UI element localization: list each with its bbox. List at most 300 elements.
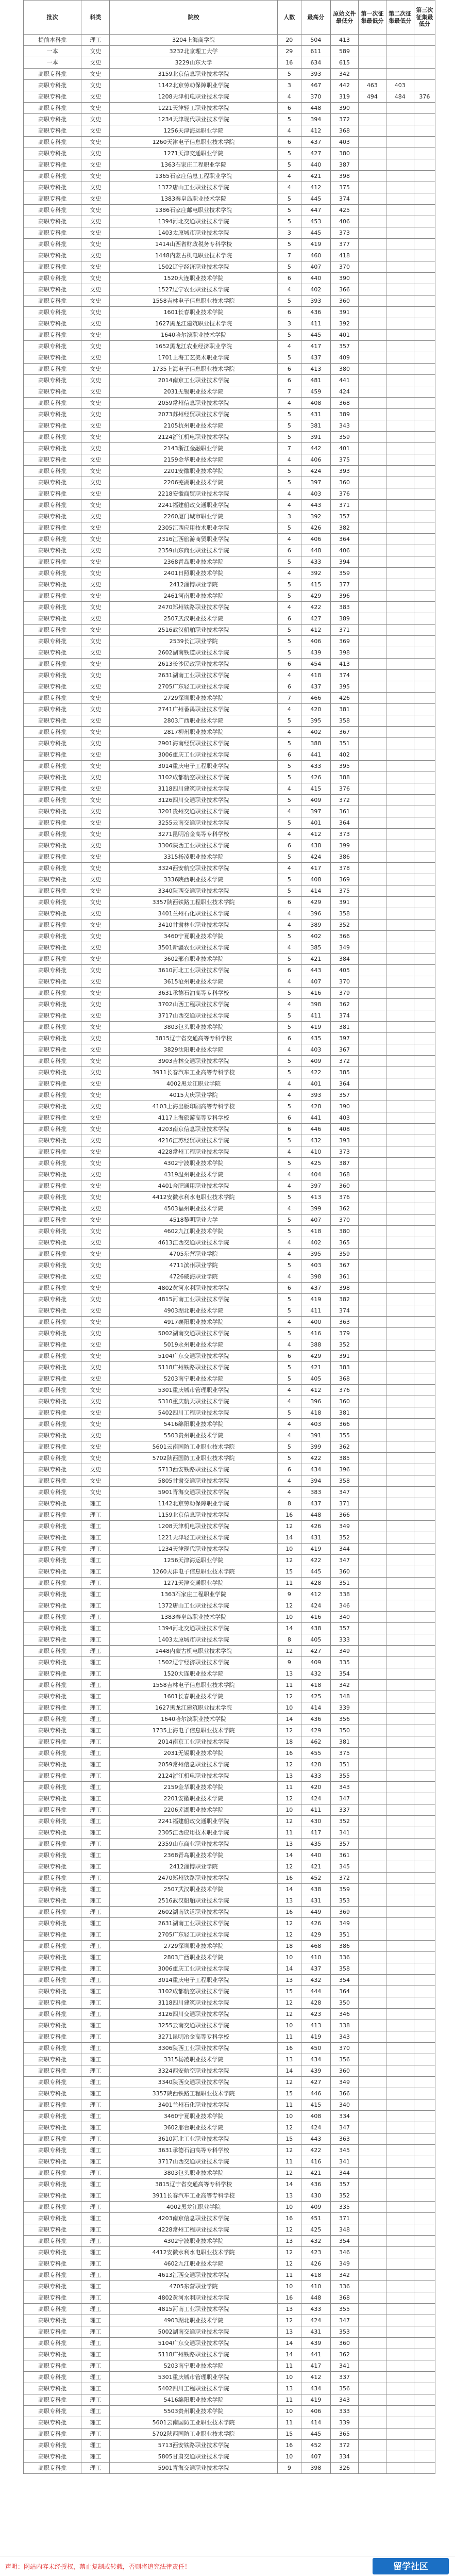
- cell-min-score-call-2: [386, 1680, 414, 1691]
- header-row: [24, 1, 435, 35]
- cell-subject: 文史: [81, 1396, 110, 1407]
- cell-batch: 高职专科批: [24, 738, 81, 749]
- cell-min-score-call-2: [386, 999, 414, 1010]
- cell-batch: 高职专科批: [24, 443, 81, 454]
- cell-min-score-original: 392: [331, 318, 359, 330]
- cell-min-score-call-2: [386, 216, 414, 227]
- cell-max-score: 437: [301, 1498, 330, 1509]
- cell-min-score-call-1: [358, 1271, 386, 1283]
- cell-max-score: 443: [301, 965, 330, 976]
- cell-min-score-call-3: [414, 375, 435, 386]
- cell-max-score: 448: [301, 1509, 330, 1521]
- cell-batch: 高职专科批: [24, 103, 81, 114]
- cell-max-score: 396: [301, 1396, 330, 1407]
- cell-min-score-original: 367: [331, 1260, 359, 1271]
- table-row: [24, 1135, 435, 1146]
- cell-min-score-original: 335: [331, 2202, 359, 2213]
- table-row: [24, 1078, 435, 1090]
- cell-batch: 高职专科批: [24, 1714, 81, 1725]
- cell-min-score-call-1: [358, 227, 386, 239]
- cell-max-score: 444: [301, 1986, 330, 1997]
- cell-batch: 高职专科批: [24, 1963, 81, 1975]
- cell-subject: 文史: [81, 1090, 110, 1101]
- cell-count: 5: [277, 409, 301, 420]
- cell-min-score-call-2: [386, 534, 414, 545]
- cell-max-score: 406: [301, 534, 330, 545]
- cell-min-score-call-1: [358, 1067, 386, 1078]
- cell-school: 3610河北工业职业技术学院: [110, 2134, 278, 2145]
- cell-min-score-call-1: [358, 2111, 386, 2122]
- cell-min-score-original: 337: [331, 2372, 359, 2383]
- cell-batch: 高职专科批: [24, 352, 81, 364]
- cell-min-score-original: 372: [331, 2440, 359, 2451]
- cell-school: 2470郑州铁路职业技术学院: [110, 602, 278, 613]
- cell-min-score-call-3: [414, 1498, 435, 1509]
- cell-min-score-call-3: [414, 670, 435, 681]
- cell-max-score: 426: [301, 2258, 330, 2270]
- cell-max-score: 425: [301, 2224, 330, 2236]
- cell-school: 5301重庆城市管理职业学院: [110, 2372, 278, 2383]
- table-row: [24, 1044, 435, 1056]
- cell-min-score-call-1: [358, 1657, 386, 1668]
- cell-max-score: 422: [301, 1555, 330, 1566]
- cell-min-score-call-2: [386, 1033, 414, 1044]
- cell-min-score-call-1: [358, 1509, 386, 1521]
- cell-max-score: 398: [301, 999, 330, 1010]
- cell-subject: 理工: [81, 2247, 110, 2258]
- cell-count: 10: [277, 2202, 301, 2213]
- table-row: [24, 171, 435, 182]
- cell-batch: 高职专科批: [24, 227, 81, 239]
- cell-min-score-original: 426: [331, 693, 359, 704]
- cell-subject: 理工: [81, 2349, 110, 2360]
- cell-batch: 高职专科批: [24, 2270, 81, 2281]
- cell-min-score-original: 396: [331, 590, 359, 602]
- cell-min-score-call-3: [414, 2111, 435, 2122]
- cell-min-score-original: 405: [331, 965, 359, 976]
- cell-min-score-call-3: [414, 1033, 435, 1044]
- cell-min-score-original: 341: [331, 1827, 359, 1839]
- table-row: [24, 795, 435, 806]
- cell-batch: 高职专科批: [24, 2360, 81, 2372]
- cell-min-score-original: 336: [331, 2281, 359, 2292]
- table-row: [24, 1317, 435, 1328]
- table-row: [24, 216, 435, 227]
- cell-min-score-call-2: [386, 2054, 414, 2065]
- cell-min-score-call-3: [414, 851, 435, 863]
- cell-school: 5416绵阳职业技术学院: [110, 1419, 278, 1430]
- cell-subject: 文史: [81, 500, 110, 511]
- cell-min-score-original: 351: [331, 1929, 359, 1941]
- cell-batch: 高职专科批: [24, 942, 81, 954]
- cell-count: 4: [277, 783, 301, 795]
- cell-school: 2031无锡职业技术学院: [110, 1748, 278, 1759]
- cell-school: 4203南京信息职业技术学院: [110, 2213, 278, 2224]
- cell-min-score-call-2: [386, 908, 414, 920]
- cell-max-score: 446: [301, 1124, 330, 1135]
- cell-min-score-original: 381: [331, 1736, 359, 1748]
- cell-min-score-call-3: [414, 2213, 435, 2224]
- cell-min-score-call-1: [358, 46, 386, 57]
- cell-subject: 文史: [81, 91, 110, 103]
- cell-count: 6: [277, 1464, 301, 1475]
- cell-subject: 理工: [81, 1509, 110, 1521]
- cell-min-score-call-1: [358, 1884, 386, 1895]
- cell-count: 6: [277, 840, 301, 851]
- cell-min-score-call-3: [414, 488, 435, 500]
- cell-max-score: 481: [301, 375, 330, 386]
- cell-max-score: 426: [301, 1521, 330, 1532]
- cell-subject: 文史: [81, 817, 110, 829]
- cell-batch: 高职专科批: [24, 1249, 81, 1260]
- cell-min-score-call-3: [414, 1736, 435, 1748]
- cell-subject: 理工: [81, 1555, 110, 1566]
- table-row: [24, 420, 435, 432]
- table-row: [24, 2054, 435, 2065]
- table-row: [24, 1509, 435, 1521]
- cell-batch: 高职专科批: [24, 432, 81, 443]
- cell-subject: 理工: [81, 2270, 110, 2281]
- cell-max-score: 412: [301, 182, 330, 193]
- cell-count: 12: [277, 1600, 301, 1612]
- table-row: [24, 125, 435, 137]
- cell-subject: 文史: [81, 1226, 110, 1237]
- cell-school: 1403太原城市职业技术学院: [110, 227, 278, 239]
- cell-max-score: 406: [301, 2406, 330, 2417]
- cell-max-score: 449: [301, 1907, 330, 1918]
- table-row: [24, 1215, 435, 1226]
- table-row: [24, 1475, 435, 1487]
- cell-min-score-original: 389: [331, 409, 359, 420]
- cell-max-score: 417: [301, 341, 330, 352]
- cell-count: 5: [277, 432, 301, 443]
- cell-batch: 高职专科批: [24, 1407, 81, 1419]
- cell-min-score-original: 343: [331, 2031, 359, 2043]
- cell-min-score-call-1: [358, 1941, 386, 1952]
- cell-subject: 文史: [81, 1192, 110, 1203]
- table-row: [24, 2077, 435, 2088]
- table-row: [24, 103, 435, 114]
- table-row: [24, 1441, 435, 1453]
- table-row: [24, 2463, 435, 2474]
- cell-min-score-original: 399: [331, 840, 359, 851]
- cell-min-score-original: 424: [331, 386, 359, 398]
- cell-min-score-call-1: [358, 1373, 386, 1385]
- cell-min-score-original: 364: [331, 1986, 359, 1997]
- table-row: [24, 443, 435, 454]
- cell-subject: 理工: [81, 1918, 110, 1929]
- cell-school: 4602九江职业技术学院: [110, 1226, 278, 1237]
- cell-min-score-original: 343: [331, 2394, 359, 2406]
- cell-subject: 文史: [81, 159, 110, 171]
- cell-school: 5713西安铁路职业技术学院: [110, 2440, 278, 2451]
- cell-min-score-call-3: [414, 1623, 435, 1634]
- table-row: [24, 1702, 435, 1714]
- cell-max-score: 417: [301, 1827, 330, 1839]
- cell-max-score: 452: [301, 2440, 330, 2451]
- cell-min-score-call-1: [358, 125, 386, 137]
- cell-batch: 高职专科批: [24, 772, 81, 783]
- cell-batch: 高职专科批: [24, 1294, 81, 1305]
- cell-max-score: 403: [301, 1260, 330, 1271]
- cell-subject: 理工: [81, 2281, 110, 2292]
- cell-min-score-original: 357: [331, 341, 359, 352]
- cell-max-score: 426: [301, 1918, 330, 1929]
- cell-subject: 文史: [81, 205, 110, 216]
- cell-subject: 文史: [81, 114, 110, 125]
- cell-max-score: 436: [301, 1714, 330, 1725]
- cell-min-score-call-2: [386, 1929, 414, 1941]
- cell-batch: 高职专科批: [24, 2372, 81, 2383]
- cell-batch: 高职专科批: [24, 1487, 81, 1498]
- cell-min-score-call-1: [358, 2099, 386, 2111]
- cell-min-score-call-1: [358, 522, 386, 534]
- cell-subject: 文史: [81, 454, 110, 466]
- cell-min-score-call-1: [358, 2065, 386, 2077]
- cell-school: 5203南宁职业技术学院: [110, 1373, 278, 1385]
- cell-min-score-call-1: [358, 182, 386, 193]
- cell-subject: 文史: [81, 1351, 110, 1362]
- cell-min-score-call-3: [414, 1555, 435, 1566]
- cell-max-score: 431: [301, 1895, 330, 1907]
- cell-min-score-call-2: [386, 1067, 414, 1078]
- cell-min-score-call-1: [358, 1770, 386, 1782]
- cell-subject: 文史: [81, 171, 110, 182]
- cell-school: 4216江苏经贸职业技术学院: [110, 1135, 278, 1146]
- cell-max-score: 432: [301, 2236, 330, 2247]
- cell-min-score-call-1: [358, 1907, 386, 1918]
- table-row: [24, 942, 435, 954]
- cell-max-score: 398: [301, 1271, 330, 1283]
- cell-subject: 理工: [81, 1941, 110, 1952]
- cell-batch: 高职专科批: [24, 420, 81, 432]
- cell-subject: 文史: [81, 590, 110, 602]
- cell-min-score-original: 348: [331, 1691, 359, 1702]
- cell-max-score: 419: [301, 239, 330, 250]
- cell-min-score-call-1: [358, 250, 386, 261]
- cell-count: 4: [277, 602, 301, 613]
- cell-max-score: 440: [301, 1850, 330, 1861]
- cell-min-score-original: 397: [331, 1033, 359, 1044]
- cell-count: 16: [277, 57, 301, 69]
- cell-count: 3: [277, 227, 301, 239]
- cell-max-score: 434: [301, 1464, 330, 1475]
- cell-count: 5: [277, 261, 301, 273]
- cell-min-score-call-2: [386, 1782, 414, 1793]
- cell-min-score-call-2: [386, 2111, 414, 2122]
- cell-min-score-original: 361: [331, 1850, 359, 1861]
- cell-count: 5: [277, 466, 301, 477]
- cell-min-score-call-3: [414, 1078, 435, 1090]
- cell-min-score-call-1: [358, 670, 386, 681]
- cell-max-score: 402: [301, 931, 330, 942]
- cell-batch: 高职专科批: [24, 1192, 81, 1203]
- cell-min-score-original: 389: [331, 613, 359, 625]
- cell-min-score-call-1: [358, 1215, 386, 1226]
- cell-subject: 理工: [81, 2054, 110, 2065]
- cell-max-score: 455: [301, 1748, 330, 1759]
- cell-max-score: 405: [301, 1373, 330, 1385]
- cell-min-score-call-1: [358, 1237, 386, 1249]
- cell-batch: 高职专科批: [24, 1362, 81, 1373]
- cell-min-score-original: 395: [331, 761, 359, 772]
- cell-min-score-call-1: [358, 636, 386, 647]
- cell-batch: 高职专科批: [24, 795, 81, 806]
- table-row: [24, 250, 435, 261]
- cell-subject: 文史: [81, 488, 110, 500]
- cell-min-score-call-2: [386, 2440, 414, 2451]
- cell-min-score-call-3: [414, 2451, 435, 2463]
- cell-batch: 一本: [24, 57, 81, 69]
- cell-min-score-original: 373: [331, 1146, 359, 1158]
- cell-min-score-original: 388: [331, 772, 359, 783]
- cell-min-score-call-2: [386, 1294, 414, 1305]
- cell-min-score-call-2: [386, 1873, 414, 1884]
- cell-min-score-call-3: [414, 364, 435, 375]
- cell-subject: 文史: [81, 1237, 110, 1249]
- cell-min-score-original: 380: [331, 364, 359, 375]
- cell-min-score-call-1: [358, 1192, 386, 1203]
- cell-min-score-call-2: [386, 806, 414, 817]
- cell-subject: 文史: [81, 69, 110, 80]
- cell-school: 1159北京信息职业技术学院: [110, 1509, 278, 1521]
- cell-batch: 高职专科批: [24, 148, 81, 159]
- cell-max-score: 433: [301, 2304, 330, 2315]
- cell-batch: 高职专科批: [24, 556, 81, 568]
- cell-min-score-call-1: [358, 1600, 386, 1612]
- cell-count: 6: [277, 965, 301, 976]
- cell-count: 4: [277, 1249, 301, 1260]
- cell-batch: 高职专科批: [24, 2031, 81, 2043]
- cell-subject: 文史: [81, 1294, 110, 1305]
- cell-min-score-call-1: [358, 2122, 386, 2134]
- cell-count: 16: [277, 1873, 301, 1884]
- cell-count: 5: [277, 522, 301, 534]
- cell-batch: 高职专科批: [24, 2451, 81, 2463]
- cell-max-score: 383: [301, 1487, 330, 1498]
- cell-count: 20: [277, 35, 301, 46]
- cell-min-score-call-2: [386, 1770, 414, 1782]
- cell-count: 14: [277, 1963, 301, 1975]
- cell-min-score-original: 406: [331, 545, 359, 556]
- cell-min-score-call-2: [386, 1441, 414, 1453]
- cell-min-score-original: 358: [331, 1475, 359, 1487]
- cell-min-score-original: 390: [331, 1101, 359, 1112]
- cell-subject: 文史: [81, 727, 110, 738]
- cell-batch: 高职专科批: [24, 2326, 81, 2338]
- cell-min-score-call-3: [414, 1589, 435, 1600]
- cell-batch: 高职专科批: [24, 2043, 81, 2054]
- cell-max-score: 418: [301, 2270, 330, 2281]
- cell-min-score-call-1: [358, 738, 386, 749]
- cell-min-score-original: 341: [331, 2156, 359, 2168]
- cell-max-score: 399: [301, 1203, 330, 1215]
- cell-min-score-original: 380: [331, 1226, 359, 1237]
- cell-min-score-call-3: [414, 715, 435, 727]
- cell-count: 12: [277, 2247, 301, 2258]
- cell-min-score-call-3: [414, 2236, 435, 2247]
- cell-batch: 高职专科批: [24, 908, 81, 920]
- table-row: [24, 806, 435, 817]
- cell-count: 4: [277, 920, 301, 931]
- cell-min-score-call-3: [414, 1578, 435, 1589]
- cell-school: 3336陕西职业技术学院: [110, 874, 278, 885]
- cell-subject: 理工: [81, 2406, 110, 2417]
- cell-min-score-original: 382: [331, 1294, 359, 1305]
- cell-max-score: 453: [301, 216, 330, 227]
- cell-batch: 高职专科批: [24, 2349, 81, 2360]
- cell-max-score: 398: [301, 2463, 330, 2474]
- cell-count: 11: [277, 2270, 301, 2281]
- cell-subject: 文史: [81, 216, 110, 227]
- cell-count: 5: [277, 625, 301, 636]
- cell-subject: 文史: [81, 556, 110, 568]
- table-row: [24, 954, 435, 965]
- cell-min-score-call-2: [386, 2417, 414, 2429]
- cell-batch: 高职专科批: [24, 1827, 81, 1839]
- cell-school: 3911长春汽车工业高等专科学校: [110, 1067, 278, 1078]
- cell-school: 3410甘肃林业职业技术学院: [110, 920, 278, 931]
- cell-min-score-call-1: [358, 1203, 386, 1215]
- cell-min-score-original: 351: [331, 1578, 359, 1589]
- cell-min-score-original: 333: [331, 2406, 359, 2417]
- cell-min-score-original: 386: [331, 851, 359, 863]
- cell-subject: 理工: [81, 2202, 110, 2213]
- cell-count: 6: [277, 659, 301, 670]
- table-row: [24, 1941, 435, 1952]
- copyright-notice: 声明：网站内容未经授权，禁止复制或转载，否则将追究法律责任！: [5, 2563, 191, 2570]
- cell-subject: 文史: [81, 1385, 110, 1396]
- cell-min-score-call-2: [386, 738, 414, 749]
- table-row: [24, 2111, 435, 2122]
- cell-school: 1142北京劳动保障职业学院: [110, 1498, 278, 1509]
- cell-min-score-call-2: [386, 874, 414, 885]
- cell-min-score-original: 391: [331, 897, 359, 908]
- table-row: [24, 1691, 435, 1702]
- cell-min-score-original: 385: [331, 1067, 359, 1078]
- cell-min-score-call-3: [414, 556, 435, 568]
- cell-min-score-call-2: [386, 1509, 414, 1521]
- cell-count: 4: [277, 1271, 301, 1283]
- cell-min-score-call-1: [358, 2190, 386, 2202]
- cell-min-score-call-1: [358, 1612, 386, 1623]
- cell-min-score-call-1: [358, 897, 386, 908]
- cell-batch: 高职专科批: [24, 885, 81, 897]
- cell-count: 13: [277, 2236, 301, 2247]
- cell-min-score-original: 360: [331, 1396, 359, 1407]
- table-row: [24, 1657, 435, 1668]
- table-row: [24, 273, 435, 284]
- cell-max-score: 424: [301, 2315, 330, 2326]
- cell-min-score-call-2: [386, 1464, 414, 1475]
- cell-count: 5: [277, 1441, 301, 1453]
- cell-min-score-original: 347: [331, 1793, 359, 1804]
- cell-min-score-call-2: [386, 35, 414, 46]
- cell-batch: 高职专科批: [24, 2054, 81, 2065]
- table-row: [24, 1271, 435, 1283]
- cell-max-score: 412: [301, 625, 330, 636]
- cell-min-score-call-2: [386, 2031, 414, 2043]
- cell-min-score-call-3: [414, 398, 435, 409]
- table-row: [24, 1260, 435, 1271]
- cell-min-score-call-1: [358, 715, 386, 727]
- cell-count: 4: [277, 568, 301, 579]
- cell-min-score-call-1: [358, 1668, 386, 1680]
- cell-batch: 高职专科批: [24, 2258, 81, 2270]
- cell-max-score: 381: [301, 420, 330, 432]
- cell-min-score-call-1: [358, 1782, 386, 1793]
- cell-subject: 理工: [81, 2077, 110, 2088]
